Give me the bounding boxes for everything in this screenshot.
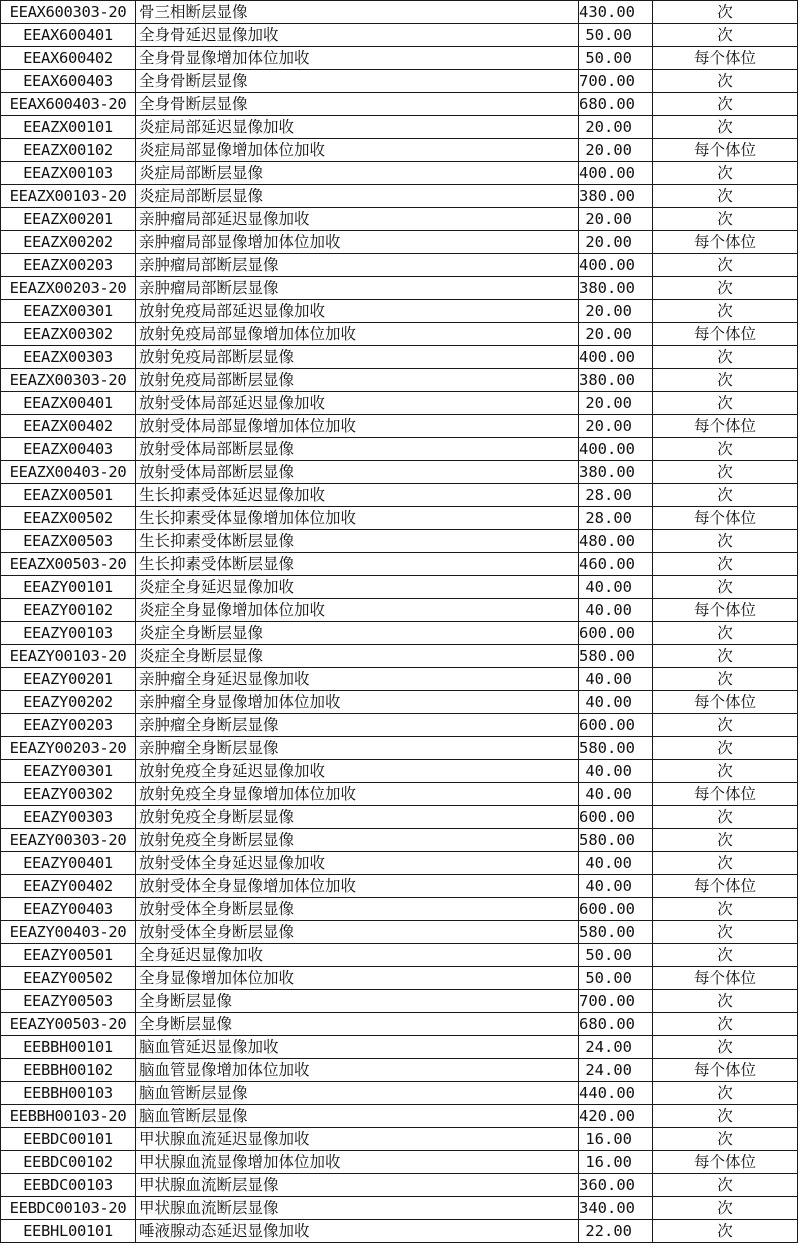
- item-code-cell: EEAZY00102: [1, 599, 136, 622]
- item-code-cell: EEAZX00501: [1, 484, 136, 507]
- item-code-cell: EEAZY00403-20: [1, 921, 136, 944]
- item-unit-cell: 次: [653, 438, 798, 461]
- item-price-cell: 400.00: [579, 162, 653, 185]
- table-row: [1, 829, 798, 852]
- item-price-cell: 580.00: [579, 737, 653, 760]
- item-unit-cell: 次: [653, 553, 798, 576]
- item-unit-cell: 次: [653, 1174, 798, 1197]
- item-code-cell: EEAZY00503-20: [1, 1013, 136, 1036]
- table-row: [1, 622, 798, 645]
- item-name-cell: 亲肿瘤全身断层显像: [136, 737, 579, 760]
- item-code-cell: EEBHL00101: [1, 1220, 136, 1243]
- item-price-cell: 16.00: [579, 1151, 653, 1174]
- item-unit-cell: 每个体位: [653, 1059, 798, 1082]
- item-name-cell: 全身骨断层显像: [136, 70, 579, 93]
- item-name-cell: 放射免疫局部断层显像: [136, 346, 579, 369]
- table-row: [1, 576, 798, 599]
- table-row: [1, 323, 798, 346]
- item-unit-cell: 次: [653, 530, 798, 553]
- item-name-cell: 全身骨延迟显像加收: [136, 24, 579, 47]
- item-name-cell: 亲肿瘤局部断层显像: [136, 254, 579, 277]
- item-code-cell: EEAX600403: [1, 70, 136, 93]
- item-price-cell: 20.00: [579, 392, 653, 415]
- item-price-cell: 40.00: [579, 875, 653, 898]
- item-code-cell: EEAX600402: [1, 47, 136, 70]
- item-code-cell: EEBDC00102: [1, 1151, 136, 1174]
- table-row: [1, 507, 798, 530]
- item-price-cell: 20.00: [579, 323, 653, 346]
- table-row: [1, 1128, 798, 1151]
- item-unit-cell: 次: [653, 93, 798, 116]
- item-price-cell: 50.00: [579, 967, 653, 990]
- item-unit-cell: 次: [653, 392, 798, 415]
- table-row: [1, 530, 798, 553]
- table-row: [1, 162, 798, 185]
- item-unit-cell: 次: [653, 829, 798, 852]
- item-price-cell: 580.00: [579, 829, 653, 852]
- item-price-cell: 340.00: [579, 1197, 653, 1220]
- item-code-cell: EEAX600303-20: [1, 1, 136, 24]
- item-code-cell: EEBBH00101: [1, 1036, 136, 1059]
- item-unit-cell: 次: [653, 714, 798, 737]
- item-price-cell: 20.00: [579, 139, 653, 162]
- item-price-cell: 24.00: [579, 1036, 653, 1059]
- item-name-cell: 炎症局部断层显像: [136, 162, 579, 185]
- table-row: [1, 93, 798, 116]
- item-unit-cell: 次: [653, 1036, 798, 1059]
- item-code-cell: EEAZX00103: [1, 162, 136, 185]
- item-name-cell: 亲肿瘤局部延迟显像加收: [136, 208, 579, 231]
- item-unit-cell: 次: [653, 921, 798, 944]
- table-row: [1, 875, 798, 898]
- item-unit-cell: 次: [653, 852, 798, 875]
- item-name-cell: 生长抑素受体显像增加体位加收: [136, 507, 579, 530]
- table-row: [1, 737, 798, 760]
- table-row: [1, 645, 798, 668]
- item-code-cell: EEAZY00401: [1, 852, 136, 875]
- table-row: [1, 484, 798, 507]
- item-price-cell: 600.00: [579, 622, 653, 645]
- item-price-cell: 430.00: [579, 1, 653, 24]
- item-name-cell: 脑血管断层显像: [136, 1105, 579, 1128]
- table-row: [1, 415, 798, 438]
- item-price-cell: 16.00: [579, 1128, 653, 1151]
- item-name-cell: 放射免疫全身断层显像: [136, 829, 579, 852]
- item-unit-cell: 次: [653, 1220, 798, 1243]
- item-unit-cell: 每个体位: [653, 507, 798, 530]
- table-row: [1, 1082, 798, 1105]
- item-code-cell: EEAZX00201: [1, 208, 136, 231]
- item-code-cell: EEAX600403-20: [1, 93, 136, 116]
- item-price-cell: 440.00: [579, 1082, 653, 1105]
- item-price-cell: 20.00: [579, 231, 653, 254]
- item-code-cell: EEAZX00503: [1, 530, 136, 553]
- table-row: [1, 1151, 798, 1174]
- table-row: [1, 1, 798, 24]
- item-name-cell: 全身骨断层显像: [136, 93, 579, 116]
- item-unit-cell: 次: [653, 645, 798, 668]
- item-name-cell: 放射受体全身延迟显像加收: [136, 852, 579, 875]
- item-name-cell: 放射免疫全身延迟显像加收: [136, 760, 579, 783]
- item-code-cell: EEAZY00303: [1, 806, 136, 829]
- table-row: [1, 300, 798, 323]
- item-unit-cell: 每个体位: [653, 231, 798, 254]
- item-code-cell: EEAX600401: [1, 24, 136, 47]
- table-row: [1, 898, 798, 921]
- table-row: [1, 369, 798, 392]
- item-name-cell: 亲肿瘤全身断层显像: [136, 714, 579, 737]
- table-row: [1, 47, 798, 70]
- item-price-cell: 580.00: [579, 921, 653, 944]
- item-name-cell: 全身断层显像: [136, 990, 579, 1013]
- item-unit-cell: 每个体位: [653, 599, 798, 622]
- item-code-cell: EEAZX00503-20: [1, 553, 136, 576]
- item-price-cell: 600.00: [579, 714, 653, 737]
- item-price-cell: 400.00: [579, 254, 653, 277]
- item-code-cell: EEAZY00203: [1, 714, 136, 737]
- table-row: [1, 599, 798, 622]
- item-name-cell: 生长抑素受体延迟显像加收: [136, 484, 579, 507]
- item-code-cell: EEAZX00301: [1, 300, 136, 323]
- item-code-cell: EEAZY00303-20: [1, 829, 136, 852]
- item-unit-cell: 次: [653, 24, 798, 47]
- item-unit-cell: 每个体位: [653, 1151, 798, 1174]
- item-name-cell: 亲肿瘤局部断层显像: [136, 277, 579, 300]
- table-body: [1, 1, 798, 1243]
- item-code-cell: EEAZX00103-20: [1, 185, 136, 208]
- item-code-cell: EEAZX00303: [1, 346, 136, 369]
- item-price-cell: 40.00: [579, 783, 653, 806]
- item-unit-cell: 次: [653, 576, 798, 599]
- table-row: [1, 553, 798, 576]
- item-price-cell: 460.00: [579, 553, 653, 576]
- item-price-cell: 20.00: [579, 415, 653, 438]
- table-row: [1, 852, 798, 875]
- table-row: [1, 254, 798, 277]
- item-price-cell: 50.00: [579, 24, 653, 47]
- table-row: [1, 783, 798, 806]
- table-row: [1, 70, 798, 93]
- item-code-cell: EEAZX00101: [1, 116, 136, 139]
- item-code-cell: EEAZX00403: [1, 438, 136, 461]
- table-row: [1, 116, 798, 139]
- table-row: [1, 921, 798, 944]
- item-code-cell: EEAZY00201: [1, 668, 136, 691]
- item-unit-cell: 次: [653, 484, 798, 507]
- item-name-cell: 炎症局部断层显像: [136, 185, 579, 208]
- item-price-cell: 380.00: [579, 185, 653, 208]
- table-row: [1, 277, 798, 300]
- table-row: [1, 392, 798, 415]
- item-unit-cell: 次: [653, 668, 798, 691]
- item-name-cell: 全身骨显像增加体位加收: [136, 47, 579, 70]
- item-name-cell: 生长抑素受体断层显像: [136, 553, 579, 576]
- item-unit-cell: 次: [653, 185, 798, 208]
- table-row: [1, 760, 798, 783]
- table-row: [1, 967, 798, 990]
- item-price-cell: 480.00: [579, 530, 653, 553]
- item-price-cell: 700.00: [579, 70, 653, 93]
- table-row: [1, 1059, 798, 1082]
- table-row: [1, 438, 798, 461]
- item-unit-cell: 次: [653, 461, 798, 484]
- table-row: [1, 461, 798, 484]
- item-unit-cell: 次: [653, 277, 798, 300]
- item-price-cell: 40.00: [579, 760, 653, 783]
- item-unit-cell: 次: [653, 1105, 798, 1128]
- item-name-cell: 放射受体局部断层显像: [136, 438, 579, 461]
- item-name-cell: 放射受体局部断层显像: [136, 461, 579, 484]
- item-code-cell: EEAZX00401: [1, 392, 136, 415]
- item-name-cell: 放射受体全身断层显像: [136, 921, 579, 944]
- item-name-cell: 甲状腺血流断层显像: [136, 1174, 579, 1197]
- item-code-cell: EEAZX00203: [1, 254, 136, 277]
- item-code-cell: EEAZX00203-20: [1, 277, 136, 300]
- table-row: [1, 990, 798, 1013]
- item-name-cell: 炎症全身显像增加体位加收: [136, 599, 579, 622]
- item-price-cell: 600.00: [579, 898, 653, 921]
- item-unit-cell: 每个体位: [653, 139, 798, 162]
- item-name-cell: 亲肿瘤局部显像增加体位加收: [136, 231, 579, 254]
- item-unit-cell: 次: [653, 369, 798, 392]
- item-unit-cell: 次: [653, 944, 798, 967]
- item-unit-cell: 次: [653, 1128, 798, 1151]
- item-unit-cell: 每个体位: [653, 47, 798, 70]
- item-code-cell: EEAZX00302: [1, 323, 136, 346]
- item-unit-cell: 次: [653, 1, 798, 24]
- item-price-cell: 400.00: [579, 346, 653, 369]
- item-price-cell: 40.00: [579, 599, 653, 622]
- item-code-cell: EEAZY00503: [1, 990, 136, 1013]
- item-price-cell: 20.00: [579, 208, 653, 231]
- item-unit-cell: 每个体位: [653, 691, 798, 714]
- item-name-cell: 放射受体局部延迟显像加收: [136, 392, 579, 415]
- item-price-cell: 50.00: [579, 47, 653, 70]
- item-name-cell: 唾液腺动态延迟显像加收: [136, 1220, 579, 1243]
- item-name-cell: 脑血管显像增加体位加收: [136, 1059, 579, 1082]
- item-unit-cell: 次: [653, 806, 798, 829]
- item-name-cell: 脑血管延迟显像加收: [136, 1036, 579, 1059]
- item-code-cell: EEBDC00103: [1, 1174, 136, 1197]
- item-code-cell: EEBBH00102: [1, 1059, 136, 1082]
- item-name-cell: 炎症局部显像增加体位加收: [136, 139, 579, 162]
- item-code-cell: EEAZX00403-20: [1, 461, 136, 484]
- item-code-cell: EEAZX00102: [1, 139, 136, 162]
- item-unit-cell: 次: [653, 737, 798, 760]
- item-name-cell: 甲状腺血流显像增加体位加收: [136, 1151, 579, 1174]
- item-name-cell: 骨三相断层显像: [136, 1, 579, 24]
- item-price-cell: 680.00: [579, 1013, 653, 1036]
- item-name-cell: 放射免疫全身断层显像: [136, 806, 579, 829]
- item-name-cell: 甲状腺血流断层显像: [136, 1197, 579, 1220]
- item-unit-cell: 每个体位: [653, 967, 798, 990]
- item-price-cell: 380.00: [579, 461, 653, 484]
- item-name-cell: 放射免疫局部延迟显像加收: [136, 300, 579, 323]
- item-name-cell: 全身显像增加体位加收: [136, 967, 579, 990]
- item-price-cell: 680.00: [579, 93, 653, 116]
- item-code-cell: EEAZX00402: [1, 415, 136, 438]
- item-unit-cell: 次: [653, 622, 798, 645]
- item-code-cell: EEAZY00502: [1, 967, 136, 990]
- item-code-cell: EEAZX00502: [1, 507, 136, 530]
- item-name-cell: 亲肿瘤全身显像增加体位加收: [136, 691, 579, 714]
- table-row: [1, 231, 798, 254]
- item-unit-cell: 次: [653, 116, 798, 139]
- item-name-cell: 炎症局部延迟显像加收: [136, 116, 579, 139]
- item-name-cell: 脑血管断层显像: [136, 1082, 579, 1105]
- item-unit-cell: 次: [653, 1082, 798, 1105]
- item-unit-cell: 次: [653, 346, 798, 369]
- item-name-cell: 甲状腺血流延迟显像加收: [136, 1128, 579, 1151]
- item-code-cell: EEBDC00103-20: [1, 1197, 136, 1220]
- item-unit-cell: 每个体位: [653, 415, 798, 438]
- table-row: [1, 1105, 798, 1128]
- item-name-cell: 放射免疫局部显像增加体位加收: [136, 323, 579, 346]
- item-code-cell: EEAZY00101: [1, 576, 136, 599]
- item-price-cell: 40.00: [579, 691, 653, 714]
- item-unit-cell: 次: [653, 208, 798, 231]
- item-price-cell: 50.00: [579, 944, 653, 967]
- table-row: [1, 806, 798, 829]
- item-price-cell: 40.00: [579, 668, 653, 691]
- item-name-cell: 生长抑素受体断层显像: [136, 530, 579, 553]
- item-price-cell: 580.00: [579, 645, 653, 668]
- item-unit-cell: 每个体位: [653, 783, 798, 806]
- item-code-cell: EEBBH00103-20: [1, 1105, 136, 1128]
- item-unit-cell: 次: [653, 760, 798, 783]
- item-price-cell: 40.00: [579, 576, 653, 599]
- item-name-cell: 放射免疫全身显像增加体位加收: [136, 783, 579, 806]
- table-row: [1, 1036, 798, 1059]
- item-unit-cell: 次: [653, 1197, 798, 1220]
- table-row: [1, 1220, 798, 1243]
- item-name-cell: 炎症全身断层显像: [136, 622, 579, 645]
- table-row: [1, 346, 798, 369]
- item-code-cell: EEAZY00103-20: [1, 645, 136, 668]
- item-name-cell: 炎症全身延迟显像加收: [136, 576, 579, 599]
- item-name-cell: 放射受体全身显像增加体位加收: [136, 875, 579, 898]
- item-code-cell: EEAZY00402: [1, 875, 136, 898]
- item-unit-cell: 次: [653, 162, 798, 185]
- item-name-cell: 亲肿瘤全身延迟显像加收: [136, 668, 579, 691]
- item-code-cell: EEBDC00101: [1, 1128, 136, 1151]
- item-unit-cell: 次: [653, 990, 798, 1013]
- table-row: [1, 714, 798, 737]
- table-row: [1, 185, 798, 208]
- item-name-cell: 放射免疫局部断层显像: [136, 369, 579, 392]
- item-name-cell: 炎症全身断层显像: [136, 645, 579, 668]
- item-price-cell: 400.00: [579, 438, 653, 461]
- item-unit-cell: 每个体位: [653, 323, 798, 346]
- table-row: [1, 24, 798, 47]
- item-unit-cell: 次: [653, 1013, 798, 1036]
- item-code-cell: EEAZY00403: [1, 898, 136, 921]
- table-row: [1, 1197, 798, 1220]
- item-code-cell: EEAZY00202: [1, 691, 136, 714]
- item-unit-cell: 每个体位: [653, 875, 798, 898]
- item-price-cell: 20.00: [579, 300, 653, 323]
- item-code-cell: EEAZY00203-20: [1, 737, 136, 760]
- table-row: [1, 1174, 798, 1197]
- item-code-cell: EEAZY00301: [1, 760, 136, 783]
- item-price-cell: 20.00: [579, 116, 653, 139]
- item-name-cell: 放射受体全身断层显像: [136, 898, 579, 921]
- item-code-cell: EEAZY00302: [1, 783, 136, 806]
- table-row: [1, 668, 798, 691]
- item-code-cell: EEAZY00501: [1, 944, 136, 967]
- item-unit-cell: 次: [653, 70, 798, 93]
- item-price-cell: 28.00: [579, 507, 653, 530]
- item-price-cell: 380.00: [579, 369, 653, 392]
- table-row: [1, 139, 798, 162]
- item-name-cell: 放射受体局部显像增加体位加收: [136, 415, 579, 438]
- item-price-cell: 420.00: [579, 1105, 653, 1128]
- item-code-cell: EEAZX00202: [1, 231, 136, 254]
- table-row: [1, 1013, 798, 1036]
- item-name-cell: 全身断层显像: [136, 1013, 579, 1036]
- item-name-cell: 全身延迟显像加收: [136, 944, 579, 967]
- item-price-cell: 28.00: [579, 484, 653, 507]
- item-price-cell: 24.00: [579, 1059, 653, 1082]
- item-code-cell: EEAZX00303-20: [1, 369, 136, 392]
- table-row: [1, 208, 798, 231]
- table-row: [1, 691, 798, 714]
- table-row: [1, 944, 798, 967]
- item-unit-cell: 次: [653, 898, 798, 921]
- item-price-cell: 22.00: [579, 1220, 653, 1243]
- item-unit-cell: 次: [653, 300, 798, 323]
- item-price-cell: 40.00: [579, 852, 653, 875]
- item-price-cell: 600.00: [579, 806, 653, 829]
- item-code-cell: EEAZY00103: [1, 622, 136, 645]
- item-unit-cell: 次: [653, 254, 798, 277]
- item-price-cell: 360.00: [579, 1174, 653, 1197]
- item-price-cell: 700.00: [579, 990, 653, 1013]
- item-price-cell: 380.00: [579, 277, 653, 300]
- item-code-cell: EEBBH00103: [1, 1082, 136, 1105]
